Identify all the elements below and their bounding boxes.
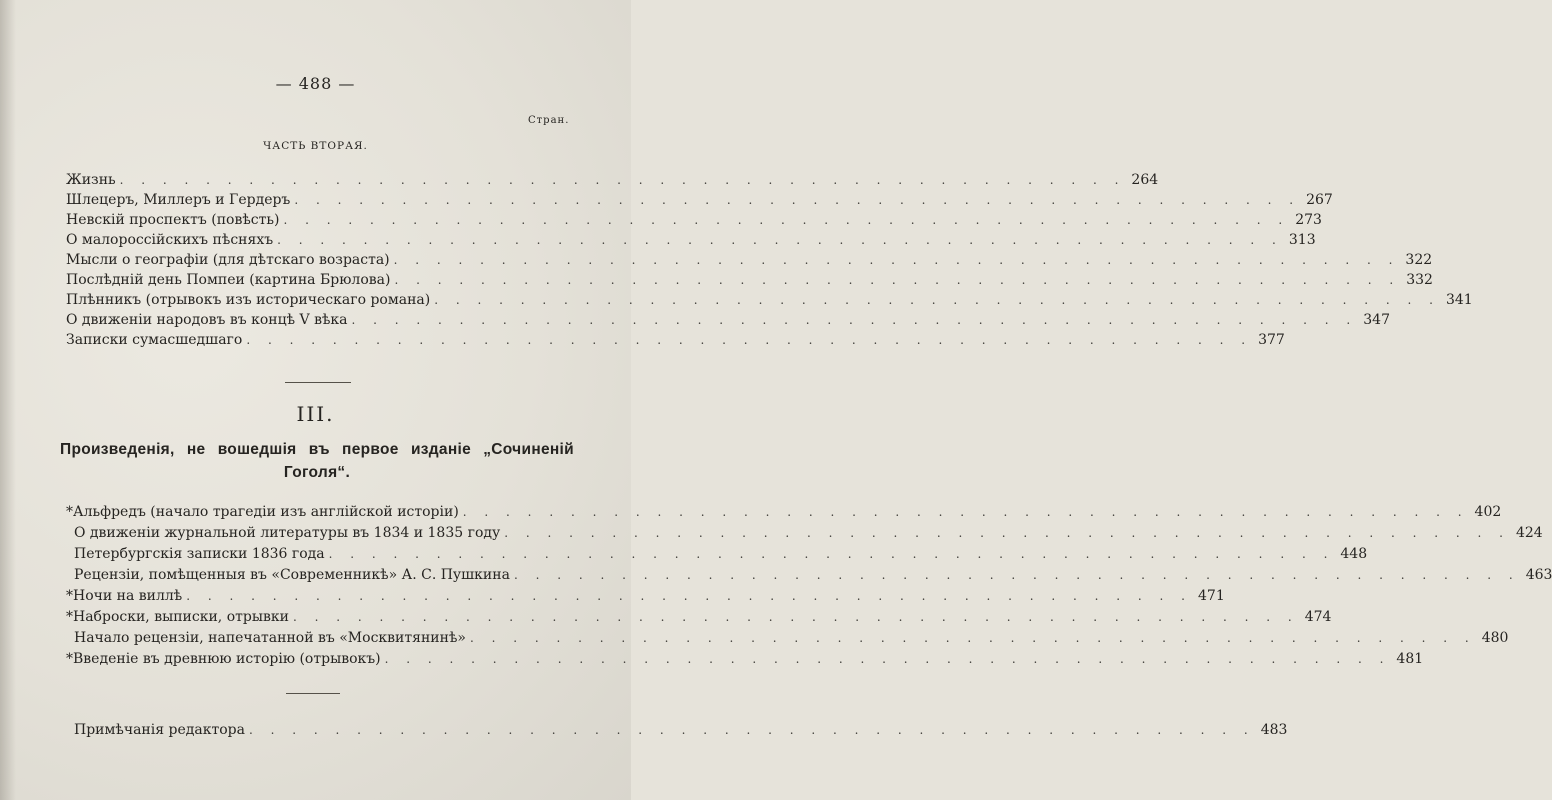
toc-row xyxy=(66,312,1390,332)
toc-title: Послѣдній день Помпеи (картина Брюлова) xyxy=(66,272,391,288)
toc-row xyxy=(66,651,1424,671)
toc-leader: . . . . . . . . . . . . . . . . . . . . . . . . . . . . . . . . . . . . . . . . . . . . . . . xyxy=(513,568,1520,582)
part-title: ЧАСТЬ ВТОРАЯ. xyxy=(263,140,368,152)
toc-page: 480 xyxy=(1481,630,1509,646)
toc-row xyxy=(66,212,1322,232)
toc-leader: . . . . . . . . . . . . . . . . . . . . . . . . . . . . . . . . . . . . . . . . . . . . . . . xyxy=(277,233,1283,247)
toc-row xyxy=(74,567,1552,587)
section-divider xyxy=(286,693,340,694)
toc-page: 377 xyxy=(1258,332,1285,348)
toc-title: *Наброски, выписки, отрывки xyxy=(66,609,289,625)
section-number: III. xyxy=(296,402,335,426)
toc-row xyxy=(66,292,1473,312)
toc-page: 471 xyxy=(1198,588,1225,604)
toc-leader: . . . . . . . . . . . . . . . . . . . . . . . . . . . . . . . . . . . . . . . . . . . . . . . xyxy=(393,253,1400,267)
toc-row xyxy=(74,546,1368,566)
toc-leader: . . . . . . . . . . . . . . . . . . . . . . . . . . . . . . . . . . . . . . . . . . . . . . . xyxy=(384,652,1391,666)
toc-title: Плѣнникъ (отрывокъ изъ историческаго романа) xyxy=(66,292,431,308)
toc-leader: . . . . . . . . . . . . . . . . . . . . . . . . . . . . . . . . . . . . . . . . . . . . . . . xyxy=(248,723,1255,737)
toc-title: *Введеніе въ древнюю исторію (отрывокъ) xyxy=(66,651,381,667)
toc-page: 474 xyxy=(1304,609,1332,625)
toc-leader: . . . . . . . . . . . . . . . . . . . . . . . . . . . . . . . . . . . . . . . . . . . . . . . xyxy=(328,547,1335,561)
toc-leader: . . . . . . . . . . . . . . . . . . . . . . . . . . . . . . . . . . . . . . . . . . . . . . . xyxy=(294,193,1301,207)
toc-leader: . . . . . . . . . . . . . . . . . . . . . . . . . . . . . . . . . . . . . . . . . . . . . . . xyxy=(434,293,1440,307)
toc-leader: . . . . . . . . . . . . . . . . . . . . . . . . . . . . . . . . . . . . . . . . . . . . . . . xyxy=(119,173,1126,187)
toc-page: 341 xyxy=(1445,292,1473,308)
toc-page: 481 xyxy=(1396,651,1424,667)
toc-leader: . . . . . . . . . . . . . . . . . . . . . . . . . . . . . . . . . . . . . . . . . . . . . . . xyxy=(246,333,1253,347)
toc-row xyxy=(66,332,1285,352)
toc-row xyxy=(74,722,1288,742)
page-column-header: Стран. xyxy=(528,115,570,126)
section-divider xyxy=(285,382,351,383)
toc-page: 424 xyxy=(1515,525,1543,541)
toc-title: Примѣчанія редактора xyxy=(74,722,245,738)
toc-row xyxy=(66,232,1316,252)
toc-title: Невскій проспектъ (повѣсть) xyxy=(66,212,280,228)
page-edge-shadow xyxy=(0,0,16,800)
toc-page: 402 xyxy=(1474,504,1502,520)
toc-row xyxy=(66,192,1333,212)
page-number: — 488 — xyxy=(275,74,356,93)
section-title-line-1: Произведенія, не вошедшія въ первое изданіе „Сочиненій xyxy=(60,441,574,458)
toc-page: 313 xyxy=(1288,232,1316,248)
toc-title: О движеніи народовъ въ концѣ V вѣка xyxy=(66,312,348,328)
toc-leader: . . . . . . . . . . . . . . . . . . . . . . . . . . . . . . . . . . . . . . . . . . . . . . . xyxy=(283,213,1290,227)
section-title xyxy=(60,438,574,484)
toc-row xyxy=(66,504,1502,524)
toc-title: Жизнь xyxy=(66,172,116,188)
toc-row xyxy=(66,588,1225,608)
toc-leader: . . . . . . . . . . . . . . . . . . . . . . . . . . . . . . . . . . . . . . . . . . . . . . . xyxy=(394,273,1401,287)
toc-leader: . . . . . . . . . . . . . . . . . . . . . . . . . . . . . . . . . . . . . . . . . . . . . . . xyxy=(292,610,1299,624)
toc-page: 264 xyxy=(1131,172,1159,188)
toc-title: О движеніи журнальной литературы въ 1834 и 1835 году xyxy=(74,525,501,541)
toc-row xyxy=(74,630,1509,650)
toc-title: Рецензіи, помѣщенныя въ «Современникѣ» А. С. Пушкина xyxy=(74,567,510,583)
toc-title: *Ночи на виллѣ xyxy=(66,588,183,604)
toc-title: *Альфредъ (начало трагедіи изъ англійской исторіи) xyxy=(66,504,459,520)
toc-title: Шлецеръ, Миллеръ и Гердеръ xyxy=(66,192,291,208)
toc-leader: . . . . . . . . . . . . . . . . . . . . . . . . . . . . . . . . . . . . . . . . . . . . . . . xyxy=(504,526,1510,540)
toc-leader: . . . . . . . . . . . . . . . . . . . . . . . . . . . . . . . . . . . . . . . . . . . . . . . xyxy=(186,589,1192,603)
toc-page: 483 xyxy=(1260,722,1288,738)
toc-row xyxy=(66,609,1332,629)
toc-row xyxy=(74,525,1543,545)
toc-leader: . . . . . . . . . . . . . . . . . . . . . . . . . . . . . . . . . . . . . . . . . . . . . . . xyxy=(351,313,1358,327)
toc-title: О малороссійскихъ пѣсняхъ xyxy=(66,232,274,248)
toc-title: Начало рецензіи, напечатанной въ «Москвитянинѣ» xyxy=(74,630,466,646)
toc-title: Записки сумасшедшаго xyxy=(66,332,243,348)
toc-page: 273 xyxy=(1295,212,1322,228)
toc-leader: . . . . . . . . . . . . . . . . . . . . . . . . . . . . . . . . . . . . . . . . . . . . . . . xyxy=(469,631,1476,645)
toc-page: 322 xyxy=(1405,252,1433,268)
toc-row xyxy=(66,272,1433,292)
toc-page: 332 xyxy=(1406,272,1433,288)
toc-page: 448 xyxy=(1340,546,1368,562)
toc-page: 463 xyxy=(1525,567,1552,583)
toc-leader: . . . . . . . . . . . . . . . . . . . . . . . . . . . . . . . . . . . . . . . . . . . . . . . xyxy=(462,505,1469,519)
toc-title: Мысли о географіи (для дѣтскаго возраста) xyxy=(66,252,390,268)
toc-page: 347 xyxy=(1363,312,1390,328)
section-title-line-2: Гоголя“. xyxy=(283,464,351,481)
toc-title: Петербургскія записки 1836 года xyxy=(74,546,325,562)
toc-row xyxy=(66,252,1433,272)
toc-row xyxy=(66,172,1159,192)
toc-page: 267 xyxy=(1306,192,1333,208)
